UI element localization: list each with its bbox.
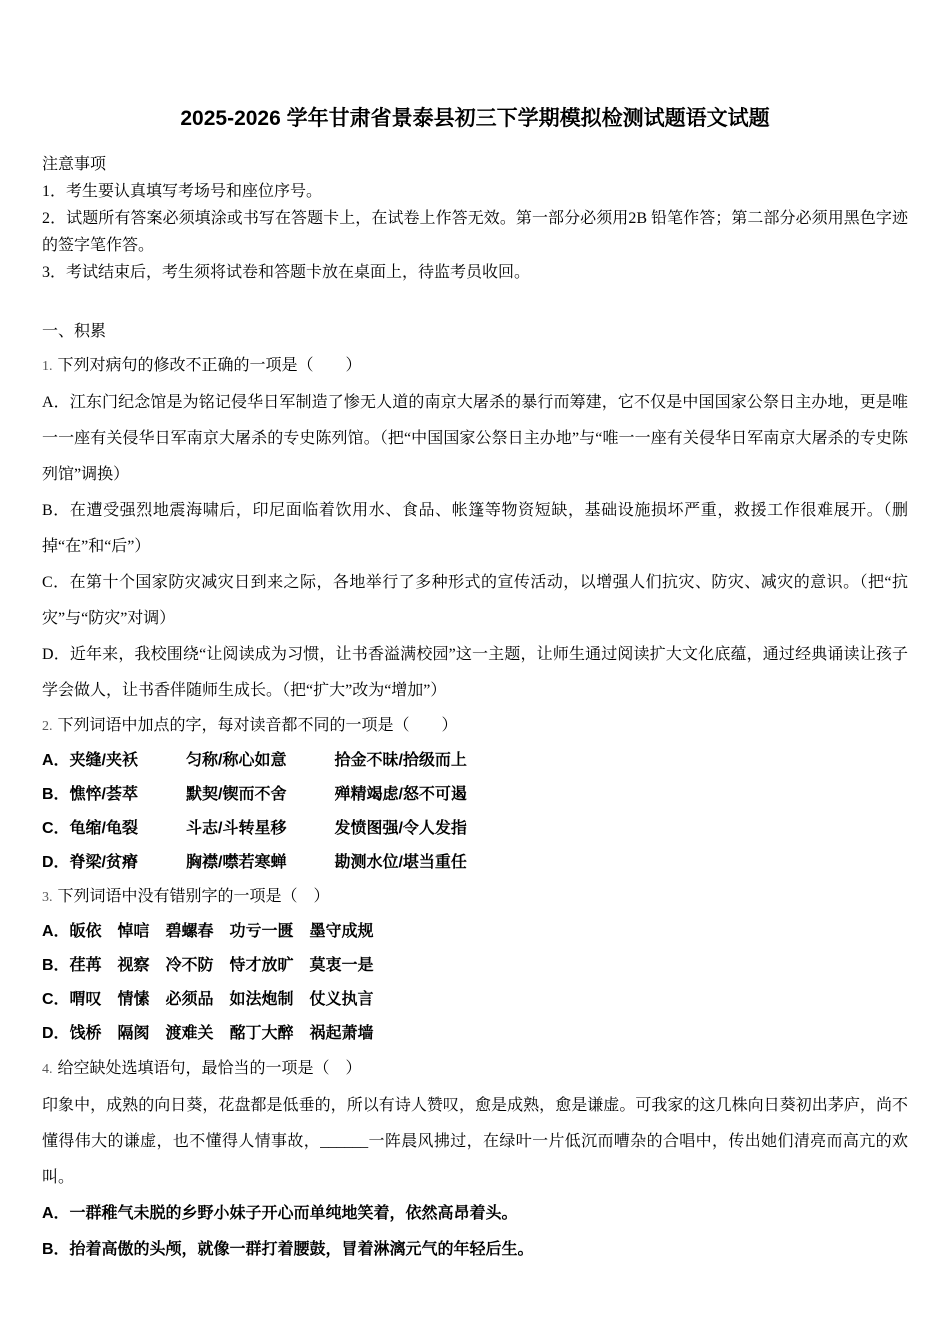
question-stem-text: 下列词语中没有错别字的一项是（ ） xyxy=(57,888,330,906)
question-number: 2. xyxy=(42,719,53,735)
notice-header: 注意事项 xyxy=(42,156,107,174)
question-option: B．荏苒 视察 冷不防 恃才放旷 莫衷一是 xyxy=(42,957,374,975)
question-stem-text: 给空缺处选填语句，最恰当的一项是（ ） xyxy=(57,1060,362,1078)
question-stem xyxy=(42,348,908,385)
question-number: 3. xyxy=(42,890,53,906)
question-option: A．江东门纪念馆是为铭记侵华日军制造了惨无人道的南京大屠杀的暴行而筹建，它不仅是中国国家公祭日主办地，更是唯一一座有关侵华日军南京大屠杀的专史陈列馆。（把“中国国家公祭日主办地”与“唯一一座有关侵华日军南京大屠杀的专史陈列馆”调换） xyxy=(42,394,908,484)
question-block xyxy=(42,348,908,709)
section-heading: 一、积累 xyxy=(42,323,107,341)
question-option: D．近年来，我校围绕“让阅读成为习惯，让书香溢满校园”这一主题，让师生通过阅读扩大文化底蕴，通过经典诵读让孩子学会做人，让书香伴随师生成长。（把“扩大”改为“增加”） xyxy=(42,646,908,700)
question-option: C．龟缩/龟裂 斗志/斗转星移 发愤图强/令人发指 xyxy=(42,820,467,838)
question-stem xyxy=(42,709,908,744)
question-option: C．在第十个国家防灾减灾日到来之际，各地举行了多种形式的宣传活动，以增强人们抗灾、防灾、减灾的意识。（把“抗灾”与“防灾”对调） xyxy=(42,574,908,628)
questions-container xyxy=(42,348,908,1268)
question-block xyxy=(42,880,908,1051)
question-number: 4. xyxy=(42,1062,53,1078)
question-option: B．在遭受强烈地震海啸后，印尼面临着饮用水、食品、帐篷等物资短缺，基础设施损坏严重，救援工作很难展开。（删掉“在”和“后”） xyxy=(42,502,908,556)
question-passage: 印象中，成熟的向日葵，花盘都是低垂的，所以有诗人赞叹，愈是成熟，愈是谦虚。可我家的这几株向日葵初出茅庐，尚不懂得伟大的谦虚，也不懂得人情事故，______一阵晨风拂过，在绿叶一片低沉而嘈杂的合唱中，传出她们清亮而高亢的欢叫。 xyxy=(42,1097,908,1187)
notice-item: 3．考试结束后，考生须将试卷和答题卡放在桌面上，待监考员收回。 xyxy=(42,264,531,282)
question-option: A．一群稚气未脱的乡野小妹子开心而单纯地笑着，依然高昂着头。 xyxy=(42,1205,518,1223)
question-stem xyxy=(42,1051,908,1088)
question-block xyxy=(42,709,908,880)
question-option: B．憔悴/荟萃 默契/锲而不舍 殚精竭虑/怒不可遏 xyxy=(42,786,467,804)
question-stem-text: 下列词语中加点的字，每对读音都不同的一项是（ ） xyxy=(57,717,458,735)
notice-item: 1．考生要认真填写考场号和座位序号。 xyxy=(42,183,323,201)
question-number: 1. xyxy=(42,359,53,375)
question-block xyxy=(42,1051,908,1268)
question-option: A．夹缝/夹袄 匀称/称心如意 拾金不昧/拾级而上 xyxy=(42,752,467,770)
question-option: D．脊梁/贫瘠 胸襟/噤若寒蝉 勘测水位/堪当重任 xyxy=(42,854,467,872)
question-stem xyxy=(42,880,908,915)
notice-items xyxy=(42,178,908,286)
question-option: C．喟叹 情愫 必须品 如法炮制 仗义执言 xyxy=(42,991,374,1009)
question-stem-text: 下列对病句的修改不正确的一项是（ ） xyxy=(57,357,362,375)
notice-section xyxy=(42,151,908,286)
notice-item: 2．试题所有答案必须填涂或书写在答题卡上，在试卷上作答无效。第一部分必须用2B 铅笔作答；第二部分必须用黑色字迹的签字笔作答。 xyxy=(42,210,908,255)
question-option: A．皈依 悼唁 碧螺春 功亏一匮 墨守成规 xyxy=(42,923,374,941)
question-option: D．饯桥 隔阂 渡难关 酩丁大醉 祸起萧墙 xyxy=(42,1025,374,1043)
page-title: 2025-2026 学年甘肃省景泰县初三下学期模拟检测试题语文试题 xyxy=(180,107,770,130)
question-option: B．抬着高傲的头颅，就像一群打着腰鼓，冒着淋漓元气的年轻后生。 xyxy=(42,1241,534,1259)
